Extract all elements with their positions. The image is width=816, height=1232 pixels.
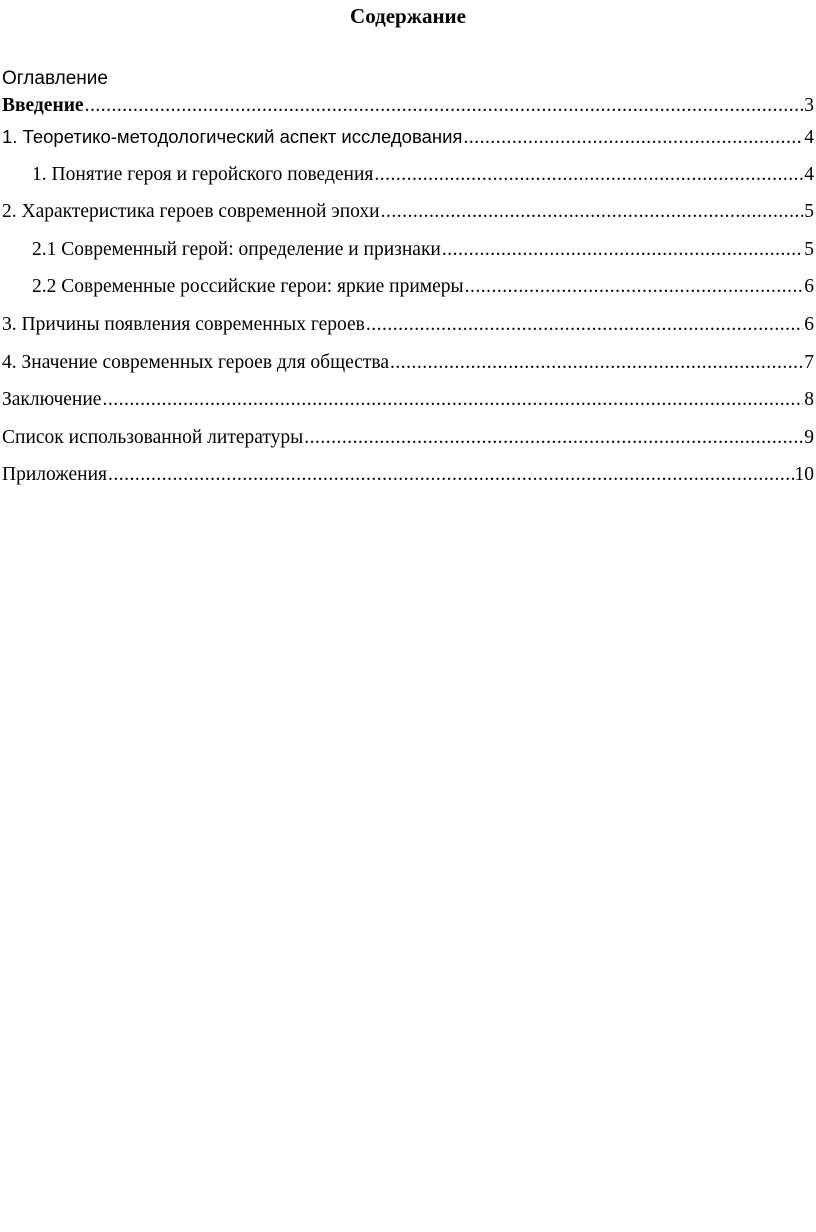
- toc-leader-dots: [102, 386, 803, 414]
- toc-entry-text: Введение: [2, 95, 84, 116]
- toc-entry-text: 1. Теоретико-методологический аспект исследования: [2, 126, 463, 147]
- toc-leader-dots: [465, 273, 803, 301]
- toc-entry-section-2-2[interactable]: [2, 273, 814, 311]
- toc-leader-dots: [304, 424, 803, 452]
- toc-page-number: 7: [804, 351, 814, 373]
- toc-page-number: 6: [804, 313, 814, 335]
- toc-page-number: 3: [804, 95, 814, 116]
- toc-entry-references[interactable]: [2, 424, 814, 462]
- toc-entry-introduction[interactable]: [2, 92, 814, 123]
- toc-entry-text: Список использованной литературы: [2, 426, 304, 448]
- toc-entry-text: 1. Понятие героя и геройского поведения: [32, 163, 374, 185]
- toc-entry-text: 4. Значение современных героев для общества: [2, 351, 390, 373]
- toc-leader-dots: [374, 161, 803, 189]
- toc-leader-dots: [463, 124, 803, 152]
- toc-leader-dots: [85, 92, 803, 120]
- toc-page-number: 4: [804, 127, 814, 148]
- toc-entry-text: 2.1 Современный герой: определение и признаки: [32, 238, 441, 260]
- toc-page-number: 5: [804, 238, 814, 260]
- toc-entry-text: 2.2 Современные российские герои: яркие примеры: [32, 276, 464, 298]
- toc-page-number: 4: [804, 163, 814, 185]
- toc-leader-dots: [442, 236, 803, 264]
- toc-page-number: 9: [804, 426, 814, 448]
- toc-entry-text: 2. Характеристика героев современной эпохи: [2, 201, 380, 223]
- table-of-contents: [2, 92, 814, 499]
- toc-page-number: 5: [804, 201, 814, 223]
- toc-entry-text: Заключение: [2, 389, 102, 411]
- toc-entry-section-1-1[interactable]: [2, 161, 814, 199]
- toc-entry-section-2-1[interactable]: [2, 236, 814, 274]
- toc-entry-chapter-2[interactable]: [2, 198, 814, 236]
- toc-leader-dots: [381, 198, 803, 226]
- toc-page-number: 8: [804, 389, 814, 411]
- toc-entry-conclusion[interactable]: [2, 386, 814, 424]
- toc-page-number: 10: [794, 464, 814, 486]
- toc-entry-text: Приложения: [2, 464, 107, 486]
- toc-page-number: 6: [804, 276, 814, 298]
- toc-entry-chapter-4[interactable]: [2, 349, 814, 387]
- toc-leader-dots: [108, 461, 794, 489]
- toc-entry-appendices[interactable]: [2, 461, 814, 499]
- toc-heading: Оглавление: [2, 68, 108, 89]
- toc-entry-chapter-1[interactable]: [2, 123, 814, 161]
- toc-entry-text: 3. Причины появления современных героев: [2, 313, 365, 335]
- document-title: Содержание: [350, 4, 466, 28]
- toc-leader-dots: [366, 311, 803, 339]
- toc-entry-chapter-3[interactable]: [2, 311, 814, 349]
- toc-leader-dots: [390, 349, 803, 377]
